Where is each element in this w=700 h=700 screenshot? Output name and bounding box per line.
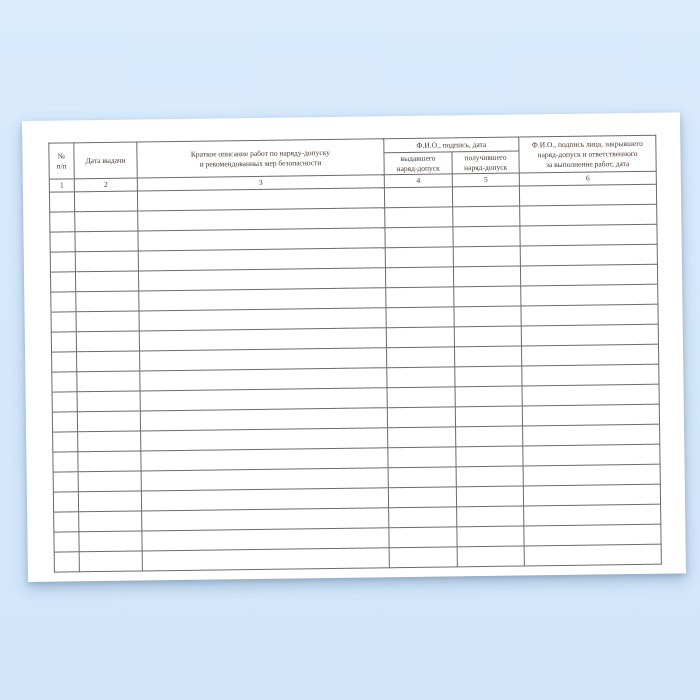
empty-cell bbox=[51, 332, 76, 352]
empty-cell bbox=[51, 292, 76, 312]
column-number-2: 2 bbox=[74, 178, 137, 192]
column-number-4: 4 bbox=[384, 174, 452, 188]
empty-cell bbox=[52, 392, 77, 412]
empty-cell bbox=[52, 372, 77, 392]
empty-cell bbox=[388, 427, 456, 448]
empty-cell bbox=[50, 212, 75, 232]
empty-cell bbox=[53, 472, 78, 492]
empty-cell bbox=[453, 226, 520, 247]
journal-table bbox=[48, 135, 662, 573]
empty-cell bbox=[522, 404, 659, 426]
empty-cell bbox=[520, 224, 657, 246]
empty-cell bbox=[523, 444, 660, 466]
col-header-received: получившего наряд-допуск bbox=[452, 151, 519, 174]
empty-cell bbox=[78, 471, 141, 492]
empty-cell bbox=[457, 546, 524, 567]
empty-cell bbox=[76, 291, 139, 312]
empty-cell bbox=[50, 232, 75, 252]
empty-cell bbox=[456, 486, 523, 507]
empty-cell bbox=[386, 327, 454, 348]
document-sheet bbox=[22, 112, 686, 582]
empty-cell bbox=[520, 264, 657, 286]
empty-cell bbox=[457, 526, 524, 547]
empty-cell bbox=[456, 466, 523, 487]
empty-cell bbox=[520, 204, 657, 226]
empty-cell bbox=[388, 467, 456, 488]
empty-cell bbox=[386, 287, 454, 308]
col-header-description: Краткое описание работ по наряду-допуску и рекомендованных мер безопасности bbox=[137, 139, 384, 178]
empty-cell bbox=[389, 527, 457, 548]
empty-cell bbox=[454, 286, 521, 307]
empty-cell bbox=[519, 184, 656, 206]
empty-cell bbox=[456, 446, 523, 467]
empty-cell bbox=[79, 511, 142, 532]
empty-cell bbox=[521, 324, 658, 346]
column-number-1: 1 bbox=[49, 179, 74, 192]
empty-cell bbox=[76, 311, 139, 332]
empty-cell bbox=[453, 266, 520, 287]
empty-cell bbox=[79, 551, 142, 572]
empty-cell bbox=[53, 492, 78, 512]
empty-cell bbox=[385, 267, 453, 288]
empty-cell bbox=[521, 304, 658, 326]
column-number-3: 3 bbox=[137, 175, 384, 191]
empty-cell bbox=[520, 244, 657, 266]
empty-cell bbox=[77, 411, 140, 432]
empty-cell bbox=[387, 407, 455, 428]
empty-cell bbox=[51, 312, 76, 332]
empty-cell bbox=[52, 412, 77, 432]
empty-cell bbox=[384, 187, 452, 208]
empty-cell bbox=[453, 246, 520, 267]
empty-cell bbox=[54, 532, 79, 552]
empty-cell bbox=[456, 426, 523, 447]
empty-cell bbox=[54, 512, 79, 532]
empty-cell bbox=[49, 192, 74, 212]
empty-cell bbox=[54, 552, 79, 572]
empty-cell bbox=[77, 351, 140, 372]
header-row bbox=[49, 135, 656, 157]
empty-cell bbox=[454, 306, 521, 327]
empty-cell bbox=[454, 326, 521, 347]
empty-cell bbox=[386, 347, 454, 368]
empty-cell bbox=[385, 247, 453, 268]
empty-cell bbox=[74, 191, 137, 212]
empty-cell bbox=[453, 206, 520, 227]
empty-cell bbox=[522, 384, 659, 406]
empty-cell bbox=[50, 272, 75, 292]
empty-cell bbox=[522, 364, 659, 386]
empty-cell bbox=[457, 506, 524, 527]
empty-cell bbox=[523, 464, 660, 486]
col-header-fio-group: Ф.И.О., подпись, дата bbox=[384, 137, 519, 153]
empty-cell bbox=[454, 346, 521, 367]
empty-cell bbox=[75, 271, 138, 292]
empty-cell bbox=[522, 344, 659, 366]
empty-cell bbox=[455, 406, 522, 427]
empty-cell bbox=[524, 504, 661, 526]
col-header-num: № п/п bbox=[49, 143, 74, 179]
empty-cell bbox=[386, 307, 454, 328]
empty-cell bbox=[452, 186, 519, 207]
col-header-issued: выдавшего наряд-допуск bbox=[384, 152, 452, 175]
empty-cell bbox=[387, 387, 455, 408]
empty-cell bbox=[521, 284, 658, 306]
empty-cell bbox=[53, 452, 78, 472]
empty-cell bbox=[75, 211, 138, 232]
col-header-date: Дата выдачи bbox=[74, 142, 137, 179]
empty-cell bbox=[50, 252, 75, 272]
empty-cell bbox=[75, 251, 138, 272]
empty-cell bbox=[385, 207, 453, 228]
empty-cell bbox=[455, 366, 522, 387]
table-body bbox=[49, 184, 661, 572]
empty-cell bbox=[79, 531, 142, 552]
empty-cell bbox=[455, 386, 522, 407]
empty-cell bbox=[387, 367, 455, 388]
empty-cell bbox=[523, 424, 660, 446]
empty-cell bbox=[75, 231, 138, 252]
empty-cell bbox=[77, 391, 140, 412]
empty-cell bbox=[389, 507, 457, 528]
column-number-5: 5 bbox=[452, 173, 519, 187]
empty-cell bbox=[388, 487, 456, 508]
empty-cell bbox=[524, 524, 661, 546]
empty-cell bbox=[524, 544, 661, 566]
empty-cell bbox=[52, 352, 77, 372]
empty-cell bbox=[53, 432, 78, 452]
empty-cell bbox=[78, 491, 141, 512]
empty-cell bbox=[77, 371, 140, 392]
empty-cell bbox=[389, 547, 457, 568]
empty-cell bbox=[76, 331, 139, 352]
empty-cell bbox=[388, 447, 456, 468]
empty-cell bbox=[523, 484, 660, 506]
empty-cell bbox=[142, 548, 389, 571]
empty-cell bbox=[78, 451, 141, 472]
empty-cell bbox=[78, 431, 141, 452]
col-header-closed: Ф.И.О., подпись лица, закрывшего наряд-допуск и ответственного за выполнение работ, дата bbox=[519, 135, 656, 173]
column-number-6: 6 bbox=[519, 171, 656, 186]
empty-cell bbox=[385, 227, 453, 248]
